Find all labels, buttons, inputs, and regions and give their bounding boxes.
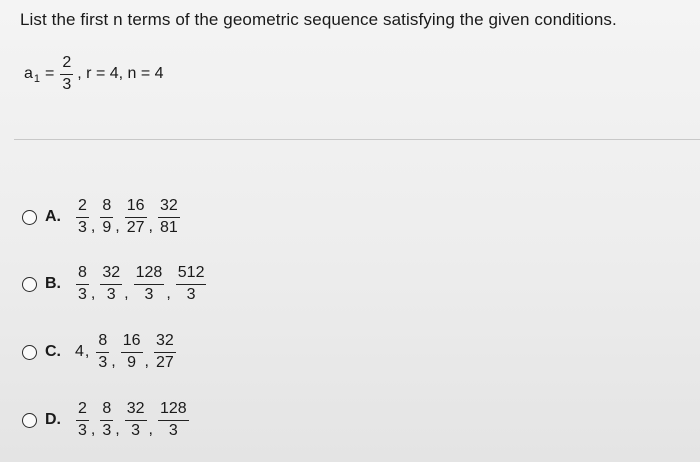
- a1-numerator: 2: [60, 55, 73, 75]
- term-numerator: 32: [154, 333, 176, 353]
- term-numerator: 8: [76, 265, 89, 285]
- term-fraction: [125, 198, 147, 237]
- term-numerator: 128: [134, 265, 165, 285]
- term-fraction: [76, 401, 89, 440]
- term-fraction: [76, 265, 89, 304]
- option-letter: B.: [45, 275, 61, 293]
- option-letter: A.: [45, 208, 61, 226]
- term-numerator: 16: [121, 333, 143, 353]
- term-separator: ,: [90, 218, 96, 236]
- term-fraction: [96, 333, 109, 372]
- option-letter: D.: [45, 411, 61, 429]
- term-fraction: [100, 198, 113, 237]
- term-denominator: 3: [131, 421, 141, 439]
- term-denominator: 9: [127, 353, 137, 371]
- option-b[interactable]: [22, 265, 207, 304]
- term-denominator: 27: [155, 353, 174, 371]
- term-denominator: 3: [144, 285, 154, 303]
- option-terms: [75, 198, 181, 237]
- a1-fraction: [60, 55, 73, 94]
- radio-icon[interactable]: [22, 413, 37, 428]
- term-separator: ,: [148, 218, 153, 236]
- term-separator: ,: [90, 421, 96, 439]
- radio-icon[interactable]: [22, 277, 37, 292]
- term-denominator: 3: [168, 421, 178, 439]
- term-denominator: 81: [159, 218, 178, 236]
- term-whole: 4: [75, 343, 84, 361]
- term-denominator: 3: [98, 353, 108, 371]
- term-denominator: 3: [102, 421, 112, 439]
- term-denominator: 27: [126, 218, 145, 236]
- term-numerator: 8: [100, 198, 113, 218]
- term-denominator: 9: [102, 218, 112, 236]
- term-fraction: [158, 198, 180, 237]
- term-numerator: 16: [125, 198, 147, 218]
- a1-subscript: 1: [33, 73, 41, 86]
- term-fraction: [121, 333, 143, 372]
- term-fraction: [125, 401, 147, 440]
- term-numerator: 128: [158, 401, 189, 421]
- term-denominator: 3: [78, 421, 87, 439]
- term-denominator: 3: [78, 218, 87, 236]
- term-separator: ,: [148, 421, 153, 439]
- divider: [14, 139, 700, 140]
- term-numerator: 512: [176, 265, 207, 285]
- term-fraction: [100, 401, 113, 440]
- term-numerator: 2: [76, 401, 89, 421]
- term-fraction: [154, 333, 176, 372]
- option-terms: [75, 265, 207, 304]
- term-denominator: 3: [78, 285, 87, 303]
- term-fraction: [100, 265, 122, 304]
- term-numerator: 8: [100, 401, 113, 421]
- option-terms: [75, 401, 190, 440]
- term-separator: ,: [90, 285, 96, 303]
- term-fraction: [158, 401, 189, 440]
- term-fraction: [176, 265, 207, 304]
- equals-sign: =: [45, 65, 55, 83]
- term-separator: ,: [144, 353, 149, 371]
- term-separator: ,: [166, 285, 171, 303]
- a1-denominator: 3: [62, 75, 72, 93]
- option-c[interactable]: [22, 333, 177, 372]
- term-denominator: 3: [106, 285, 116, 303]
- given-rest: , r = 4, n = 4: [77, 65, 164, 83]
- term-fraction: [76, 198, 89, 237]
- radio-icon[interactable]: [22, 345, 37, 360]
- term-numerator: 32: [125, 401, 147, 421]
- option-terms: [75, 333, 177, 372]
- term-separator: ,: [115, 421, 120, 439]
- option-a[interactable]: [22, 198, 181, 237]
- term-numerator: 2: [76, 198, 89, 218]
- radio-icon[interactable]: [22, 210, 37, 225]
- term-separator: ,: [124, 285, 129, 303]
- option-letter: C.: [45, 343, 61, 361]
- term-separator: ,: [84, 343, 90, 361]
- a1-variable: a: [24, 65, 33, 83]
- term-separator: ,: [111, 353, 116, 371]
- term-fraction: [134, 265, 165, 304]
- term-numerator: 32: [100, 265, 122, 285]
- term-numerator: 32: [158, 198, 180, 218]
- given-conditions: [24, 55, 164, 94]
- term-numerator: 8: [96, 333, 109, 353]
- term-denominator: 3: [186, 285, 196, 303]
- option-d[interactable]: [22, 401, 190, 440]
- term-separator: ,: [115, 218, 120, 236]
- question-text: List the first n terms of the geometric sequence satisfying the given conditions.: [20, 10, 617, 29]
